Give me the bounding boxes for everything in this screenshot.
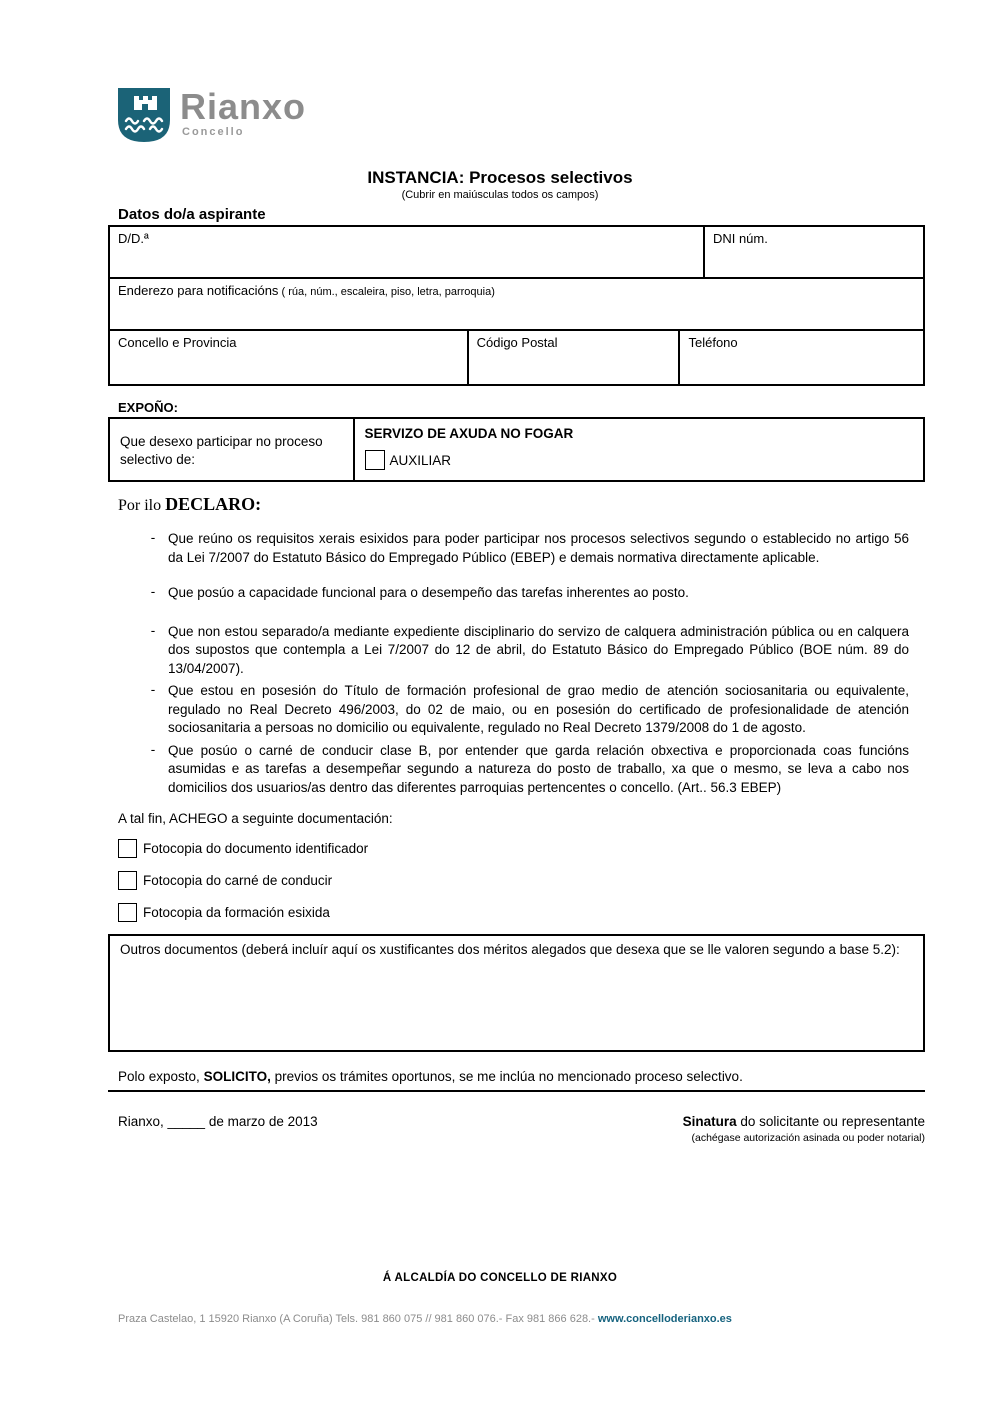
footer-website-link[interactable]: www.concelloderianxo.es — [597, 1313, 732, 1325]
declare-lead-text: Por ilo — [118, 497, 166, 514]
service-title: SERVIZO DE AXUDA NO FOGAR — [364, 426, 574, 441]
applicant-data-table — [108, 225, 925, 331]
postal-code-field-label: Código Postal — [476, 335, 558, 350]
attach-intro: A tal fin, ACHEGO a seguinte documentación: — [118, 811, 393, 826]
expose-table — [108, 417, 925, 482]
declaration-item: - Que posúo a capacidade funcional para o desempeño das tarefas inherentes ao posto. — [150, 584, 689, 600]
declare-lead-bold: DECLARO: — [165, 494, 262, 514]
fotocopia-documento-checkbox[interactable] — [118, 839, 137, 858]
fotocopia-documento-label: Fotocopia do documento identificador — [143, 841, 369, 856]
municipality-field-label: Concello e Provincia — [118, 335, 237, 350]
expose-heading: EXPOÑO: — [118, 400, 178, 415]
concello-rianxo-logo — [118, 88, 1000, 142]
declare-lead — [118, 494, 925, 515]
phone-field-label: Teléfono — [688, 335, 738, 350]
request-line: Polo exposto, SOLICITO, previos os trámites oportunos, se me inclúa no mencionado proceso selectivo. — [108, 1069, 925, 1092]
attachment-row — [118, 903, 925, 922]
addressee-line: Á ALCALDÍA DO CONCELLO DE RIANXO — [382, 1272, 618, 1284]
applicant-section-heading: Datos do/a aspirante — [118, 206, 266, 223]
applicant-data-table-row2 — [108, 329, 925, 386]
other-documents-field[interactable] — [108, 934, 925, 1052]
signature-note: (achégase autorización asinada ou poder notarial) — [691, 1132, 925, 1144]
declaration-item: - Que reúno os requisitos xerais esixidos para poder participar nos procesos selectivos segundo o establecido no artigo 56 da Lei 7/2007 do Estatuto Básico do Empregado Público (EBEP) e demais normativa directamente aplicable. — [150, 530, 909, 565]
footer-address: Praza Castelao, 1 15920 Rianxo (A Coruña) Tels. 981 860 075 // 981 860 076.- Fax 981 866 628.- — [118, 1313, 598, 1325]
declaration-item: - Que estou en posesión do Título de formación profesional de grao medio de atención sociosanitaria ou equivalente, regulado no Real Decreto 496/2003, do 02 de maio, ou en posesión do certificado de profesionalidade de atención sociosanitaria a persoas no domicilio ou equivalente, regulado no Real Decreto 1379/2008 do 1 de agosto. — [150, 682, 909, 735]
signature-label-bold: Sinatura — [682, 1114, 737, 1129]
declaration-item: - Que non estou separado/a mediante expediente disciplinario do servizo de calquera administración pública ou en calquera dos supostos que contempla a Lei 7/2007 do 12 de abril, do Estatuto Básico do Empregado Público (BOE núm. 89 do 13/04/2007). — [150, 622, 909, 676]
phone-field[interactable] — [679, 330, 924, 385]
address-field-hint: ( rúa, núm., escaleira, piso, letra, parroquia) — [278, 286, 495, 298]
fotocopia-formacion-checkbox[interactable] — [118, 903, 137, 922]
signature-block: Sinatura do solicitante ou representante (achégase autorización asinada ou poder notarial) — [682, 1114, 925, 1144]
document-subtitle: (Cubrir en maiúsculas todos os campos) — [401, 189, 599, 201]
attachment-row — [118, 839, 925, 858]
name-field-label: D/D.ª — [118, 231, 149, 246]
document-title: INSTANCIA: Procesos selectivos — [367, 168, 633, 187]
other-documents-label: Outros documentos (deberá incluír aquí os xustificantes dos méritos alegados que desexa que se lle valoren segundo a base 5.2): — [120, 942, 900, 957]
footer — [118, 1313, 732, 1325]
address-field-label: Enderezo para notificacións — [118, 283, 279, 298]
shield-castle-waves-icon — [118, 88, 170, 142]
municipality-field[interactable] — [109, 330, 468, 385]
declaration-list — [108, 530, 925, 797]
dni-field-label: DNI núm. — [712, 231, 768, 246]
auxiliar-checkbox-label: AUXILIAR — [389, 452, 452, 468]
auxiliar-checkbox[interactable] — [365, 450, 385, 470]
address-field[interactable] — [109, 278, 924, 330]
date-line: Rianxo, _____ de marzo de 2013 — [118, 1114, 318, 1129]
fotocopia-carne-label: Fotocopia do carné de conducir — [143, 873, 333, 888]
logo-name: Rianxo — [180, 86, 307, 127]
expose-left-text: Que desexo participar no proceso selectivo de: — [109, 418, 354, 481]
dni-field[interactable] — [704, 226, 924, 278]
logo-subtitle: Concello — [182, 126, 245, 138]
fotocopia-formacion-label: Fotocopia da formación esixida — [143, 905, 330, 920]
name-field[interactable] — [109, 226, 704, 278]
fotocopia-carne-checkbox[interactable] — [118, 871, 137, 890]
expose-right-cell — [354, 418, 925, 481]
declaration-item: - Que posúo o carné de conducir clase B, por entender que garda relación obxectiva e proporcionada coas funcións asumidas e as tarefas a desempeñar segundo a natureza do posto de traballo, xa que o mesmo, se leva a cabo nos domicilios dos usuarios/as dentro das diferentes parroquias pertencentes o concello. (Art.. 56.3 EBEP) — [150, 741, 909, 795]
attachment-row — [118, 871, 925, 890]
postal-code-field[interactable] — [468, 330, 680, 385]
